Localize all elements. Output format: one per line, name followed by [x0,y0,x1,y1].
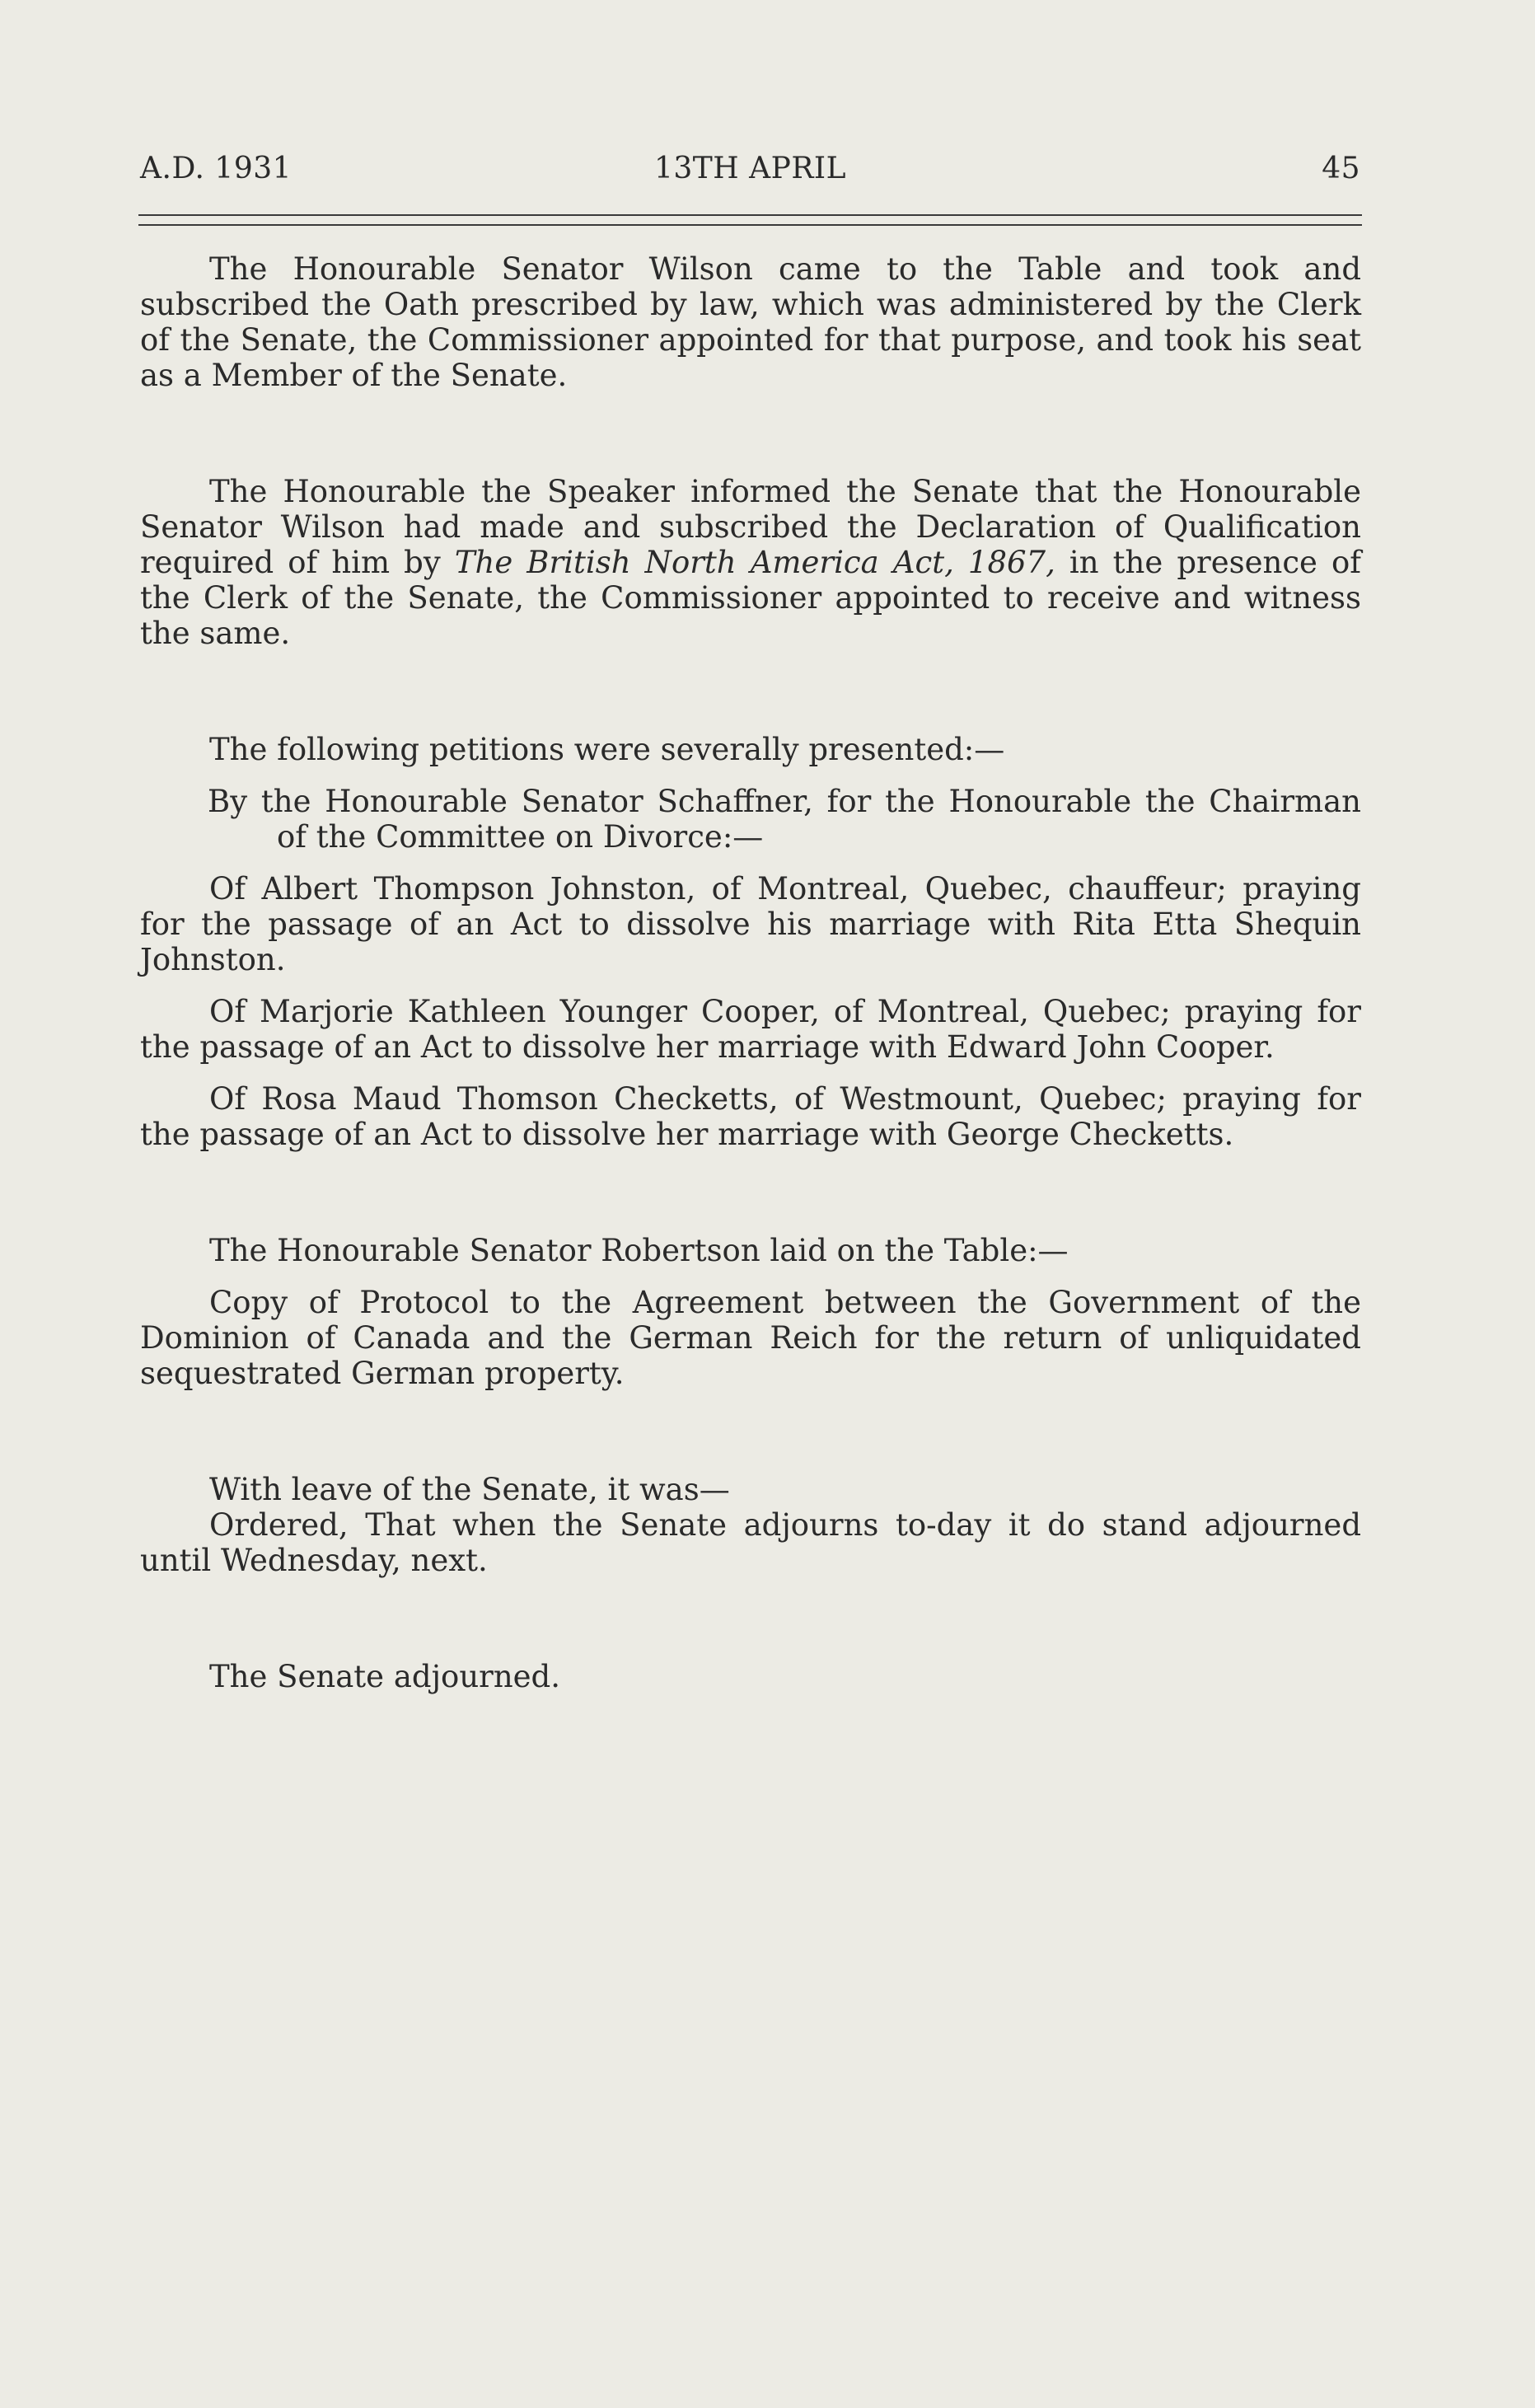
declaration-text-a: The Honourable the Speaker informed the Senate that the Honourable Senator Wilson had made and subscribed the Declaration of Qualification required of him by [140,474,1361,580]
page-body [140,251,1361,1694]
paragraph-ordered: Ordered, That when the Senate adjourns to-day it do stand adjourned until Wednesday, next. [140,1507,1361,1578]
paragraph-leave: With leave of the Senate, it was— [209,1472,730,1507]
paragraph-adjourned: The Senate adjourned. [209,1659,561,1694]
header-year: A.D. 1931 [140,152,292,185]
petition-johnston: Of Albert Thompson Johnston, of Montreal, Quebec, chauffeur; praying for the passage of an Act to dissolve his marriage with Rita Etta Shequin Johnston. [140,871,1361,977]
act-title: The British North America Act, 1867, [454,545,1055,580]
declaration-text-b: in the presence of the Clerk of the Senate, the Commissioner appointed to receive and witness the same. [140,545,1361,651]
page-header [140,152,1360,191]
header-double-rule [138,214,1362,226]
paragraph-petitions-by: By the Honourable Senator Schaffner, for the Honourable the Chairman of the Committee on Divorce:— [208,784,1361,855]
paragraph-laid-on-table: The Honourable Senator Robertson laid on the Table:— [209,1233,1069,1268]
petition-checketts: Of Rosa Maud Thomson Checketts, of Westmount, Quebec; praying for the passage of an Act to dissolve her marriage with George Checketts. [140,1081,1361,1152]
paragraph-oath: The Honourable Senator Wilson came to the Table and took and subscribed the Oath prescribed by law, which was administered by the Clerk of the Senate, the Commissioner appointed for that purpose, and took his seat as a Member of the Senate. [140,251,1361,393]
paragraph-petitions-intro: The following petitions were severally presented:— [209,732,1005,767]
header-date: 13TH APRIL [653,152,847,185]
paragraph-protocol: Copy of Protocol to the Agreement between the Government of the Dominion of Canada and the German Reich for the return of unliquidated sequestrated German property. [140,1285,1361,1391]
paragraph-declaration [140,474,1361,651]
page-number: 45 [1322,152,1360,185]
petition-cooper: Of Marjorie Kathleen Younger Cooper, of Montreal, Quebec; praying for the passage of an Act to dissolve her marriage with Edward John Cooper. [140,994,1361,1065]
